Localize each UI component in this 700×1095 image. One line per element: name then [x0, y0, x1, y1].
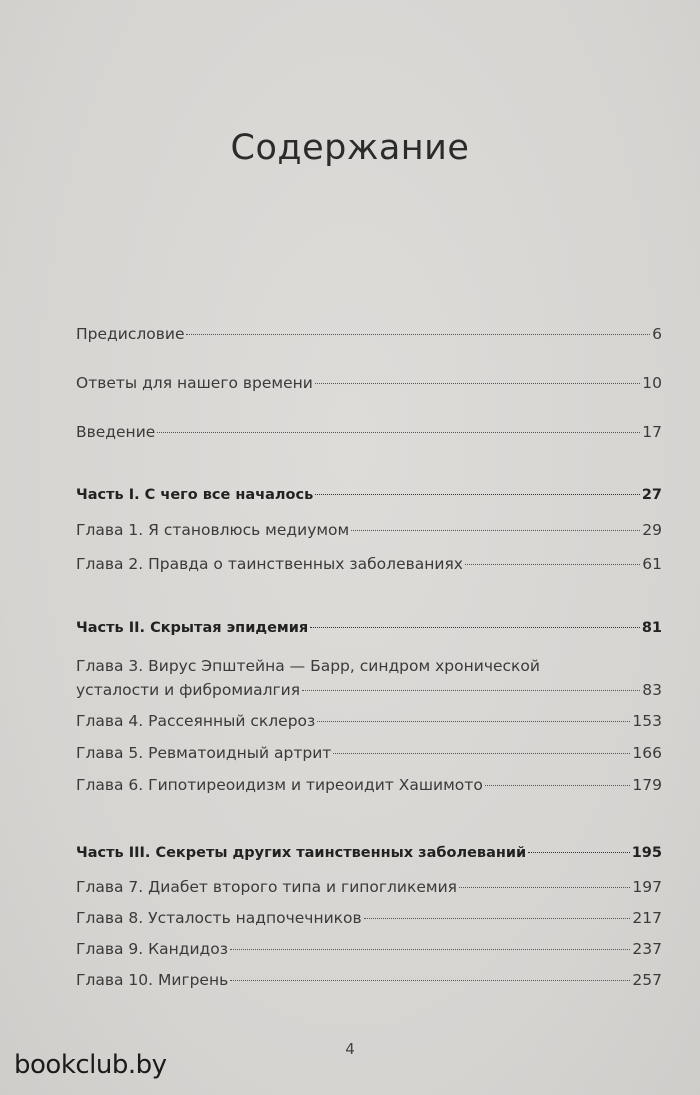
- toc-entry-label: Часть III. Секреты других таинственных заболеваний: [76, 845, 527, 861]
- toc-entry-label: Глава 10. Мигрень: [76, 971, 229, 989]
- dot-leader: [333, 753, 630, 754]
- toc-entry-page: 195: [631, 845, 662, 861]
- toc-chapter-1: [76, 519, 662, 541]
- toc-entry-page: 81: [641, 620, 662, 636]
- toc-entry-page: 257: [632, 971, 662, 989]
- toc-part-1: [76, 484, 662, 506]
- toc-part-2: [76, 617, 662, 639]
- dot-leader: [186, 334, 650, 335]
- toc-entry-label: Предисловие: [76, 325, 185, 343]
- toc-entry-introduction: [76, 421, 662, 443]
- toc-chapter-3: [76, 655, 662, 701]
- toc-entry-page: 6: [652, 325, 662, 343]
- toc-chapter-4: [76, 710, 662, 732]
- toc-entry-page: 83: [642, 681, 662, 699]
- toc-entry-page: 217: [632, 909, 662, 927]
- toc-entry-label: Глава 6. Гипотиреоидизм и тиреоидит Хашимото: [76, 776, 483, 794]
- toc-entry-page: 61: [642, 555, 662, 573]
- toc-entry-label: Глава 4. Рассеянный склероз: [76, 712, 316, 730]
- toc-entry-label: Ответы для нашего времени: [76, 374, 313, 392]
- toc-chapter-6: [76, 774, 662, 796]
- page-number: 4: [345, 1040, 355, 1058]
- toc-entry-page: 237: [632, 940, 662, 958]
- toc-entry-label: Глава 8. Усталость надпочечников: [76, 909, 362, 927]
- toc-entry-page: 27: [641, 487, 662, 503]
- toc-entry-page: 153: [632, 712, 662, 730]
- toc-entry-foreword: [76, 323, 662, 345]
- page-title: Содержание: [230, 128, 470, 168]
- dot-leader: [302, 690, 640, 691]
- dot-leader: [317, 721, 630, 722]
- toc-entry-page: 10: [642, 374, 662, 392]
- toc-chapter-7: [76, 876, 662, 898]
- dot-leader: [364, 918, 631, 919]
- toc-entry-label: Часть II. Скрытая эпидемия: [76, 620, 309, 636]
- dot-leader: [315, 494, 640, 495]
- toc-chapter-2: [76, 553, 662, 575]
- dot-leader: [528, 852, 630, 853]
- toc-entry-label: Глава 2. Правда о таинственных заболеваниях: [76, 555, 463, 573]
- dot-leader: [157, 432, 640, 433]
- dot-leader: [230, 980, 630, 981]
- toc-entry-answers: [76, 372, 662, 394]
- toc-entry-label-line1: Глава 3. Вирус Эпштейна — Барр, синдром хронической: [76, 657, 540, 675]
- dot-leader: [459, 887, 630, 888]
- toc-chapter-10: [76, 969, 662, 991]
- toc-entry-page: 17: [642, 423, 662, 441]
- toc-entry-page: 179: [632, 776, 662, 794]
- toc-entry-label-line2: усталости и фибромиалгия: [76, 681, 301, 699]
- dot-leader: [351, 530, 640, 531]
- toc-entry-label: Глава 9. Кандидоз: [76, 940, 229, 958]
- toc-entry-label: Введение: [76, 423, 156, 441]
- dot-leader: [315, 383, 640, 384]
- toc-chapter-8: [76, 907, 662, 929]
- dot-leader: [465, 564, 640, 565]
- toc-entry-label: Глава 5. Ревматоидный артрит: [76, 744, 332, 762]
- dot-leader: [485, 785, 631, 786]
- watermark: bookclub.by: [14, 1050, 167, 1080]
- toc-part-3: [76, 842, 662, 864]
- toc-entry-page: 197: [632, 878, 662, 896]
- toc-entry-page: 166: [632, 744, 662, 762]
- toc-entry-label: Глава 1. Я становлюсь медиумом: [76, 521, 350, 539]
- dot-leader: [230, 949, 630, 950]
- toc-entry-page: 29: [642, 521, 662, 539]
- toc-chapter-5: [76, 742, 662, 764]
- dot-leader: [310, 627, 640, 628]
- toc-entry-label: Часть I. С чего все началось: [76, 487, 314, 503]
- toc-entry-label: Глава 7. Диабет второго типа и гипогликемия: [76, 878, 457, 896]
- toc-chapter-9: [76, 938, 662, 960]
